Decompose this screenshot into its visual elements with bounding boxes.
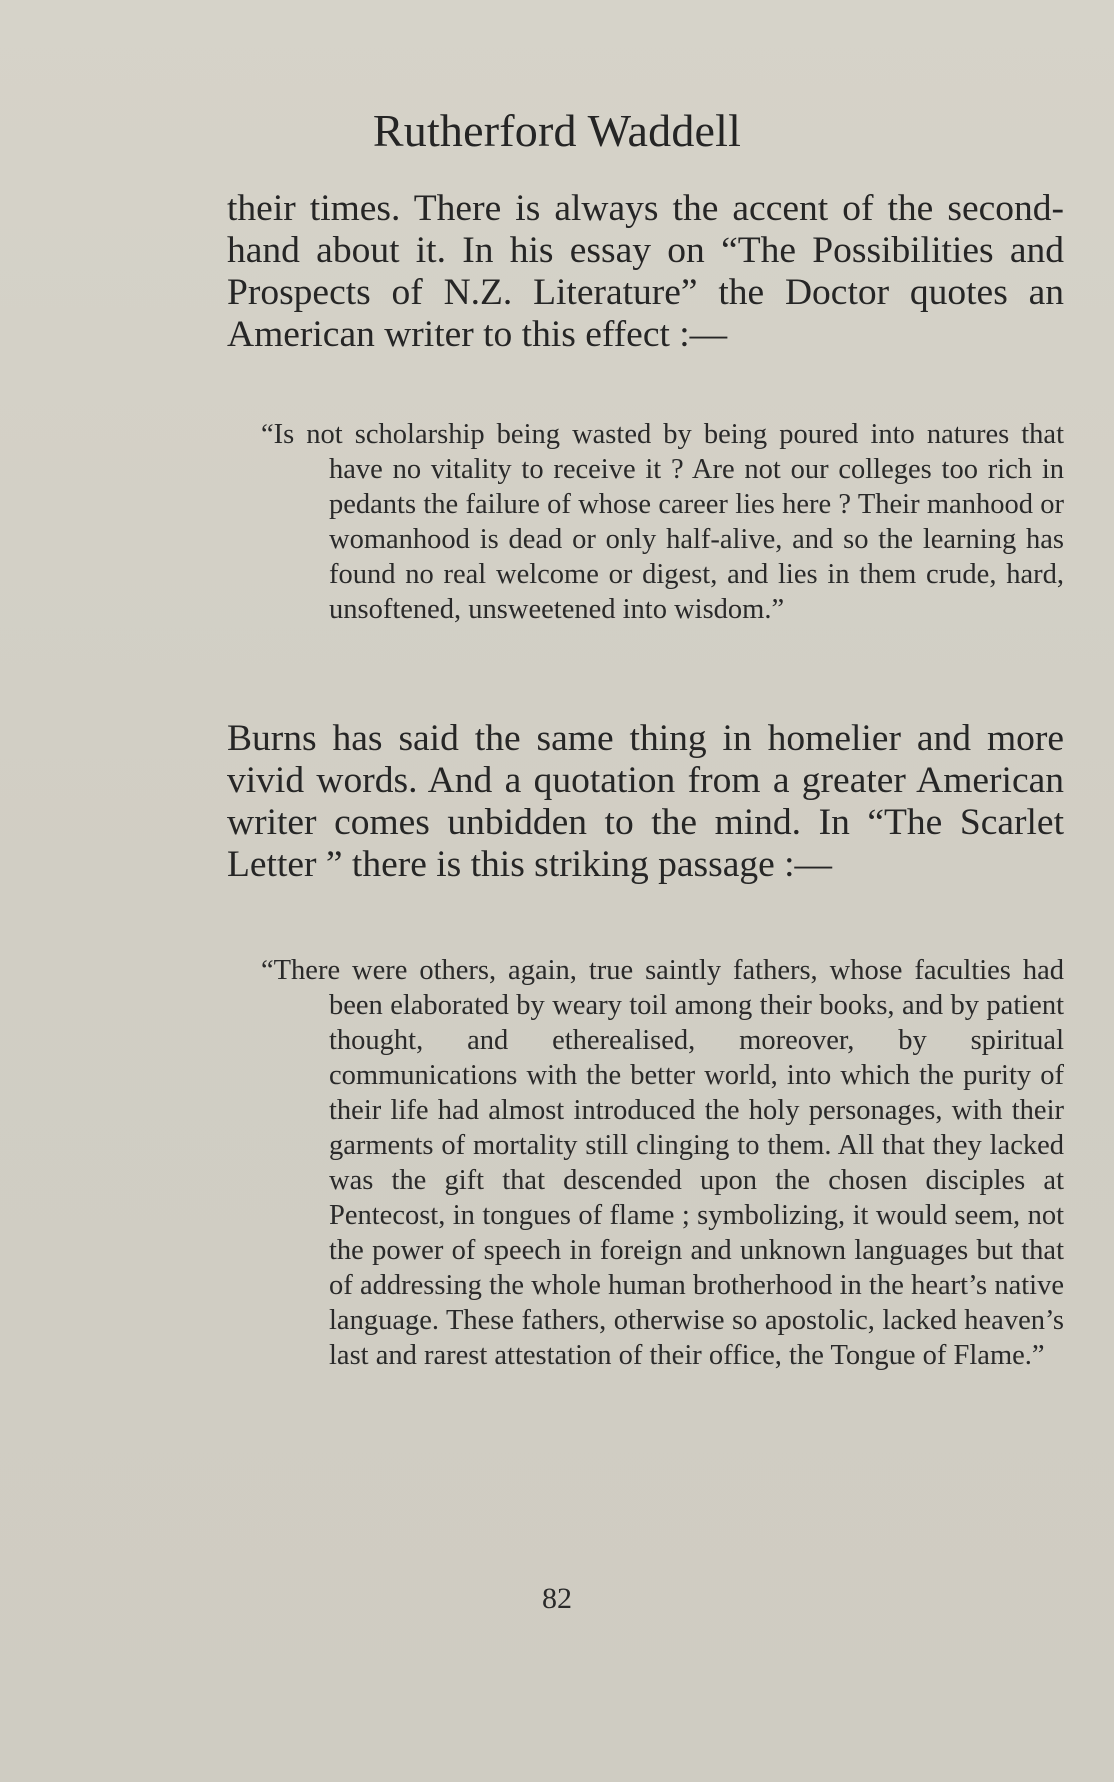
block-quote: “There were others, again, true saintly fathers, whose faculties had been elaborated by weary toil among their books, and by patient thought, and etherealised, moreover, by spiritual communications with the better world, into which the purity of their life had almost introduced the holy personages, with their garments of mortality still clinging to them. All that they lacked was the gift that descended upon the chosen disciples at Pentecost, in tongues of flame ; symbolizing, it would seem, not the power of speech in foreign and unknown languages but that of addressing the whole human brotherhood in the heart’s native language. These fathers, otherwise so apostolic, lacked heaven’s last and rarest attestation of their office, the Tongue of Flame.” (261, 955, 1064, 1371)
page-number: 82 (542, 1582, 572, 1615)
running-head: Rutherford Waddell (372, 105, 742, 156)
paragraph: Burns has said the same thing in homelier and more vivid words. And a quotation from a greater American writer comes unbidden to the mind. In “The Scarlet Letter ” there is this striking passage :— (227, 718, 1064, 885)
paragraph: their times. There is always the accent of the second-hand about it. In his essay on “The Possibilities and Prospects of N.Z. Literature” the Doctor quotes an American writer to this effect :— (227, 188, 1064, 355)
block-quote: “Is not scholarship being wasted by being poured into natures that have no vitality to receive it ? Are not our colleges too rich in pedants the failure of whose career lies here ? Their manhood or womanhood is dead or only half-alive, and so the learning has found no real welcome or digest, and lies in them crude, hard, unsoftened, unsweetened into wisdom.” (261, 419, 1064, 625)
